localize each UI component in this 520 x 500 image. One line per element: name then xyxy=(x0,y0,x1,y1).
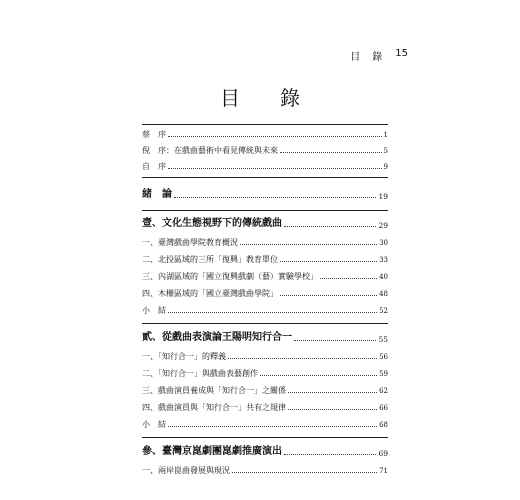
leader-dots xyxy=(284,226,376,227)
toc-entry-page: 66 xyxy=(379,404,388,412)
leader-dots xyxy=(280,295,377,296)
toc-entry-page: 33 xyxy=(379,256,388,264)
leader-dots xyxy=(320,278,377,279)
toc-section-label: 二、「知行合一」與戲曲表藝創作 xyxy=(142,369,258,378)
toc-chapter-1 xyxy=(142,219,388,229)
leader-dots xyxy=(232,472,377,473)
toc-entry-preface-2 xyxy=(142,147,388,155)
toc-chapter-label: 壹、文化生態視野下的傳統戲曲 xyxy=(142,218,282,229)
toc-section xyxy=(142,353,388,361)
toc-section xyxy=(142,307,388,315)
toc-entry-label: 自 序 xyxy=(142,162,166,171)
toc-entry-page: 48 xyxy=(379,290,388,298)
toc-section xyxy=(142,404,388,412)
toc-section xyxy=(142,421,388,429)
toc-section-label: 一、兩岸崑曲發展與現況 xyxy=(142,466,230,475)
toc-entry-page: 52 xyxy=(379,307,388,315)
toc-section-label: 三、內湖區域的「國立復興戲劇（藝）實驗學校」 xyxy=(142,272,318,281)
toc-section-label: 一、「知行合一」的釋義 xyxy=(142,352,226,361)
toc-chapter-label: 參、臺灣京崑劇團崑劇推廣演出 xyxy=(142,446,282,457)
toc-entry-label: 倪 序：在戲曲藝術中看見傳統與未來 xyxy=(142,146,278,155)
toc-section-label: 小 結 xyxy=(142,420,166,429)
leader-dots xyxy=(288,392,377,393)
toc-entry-page: 40 xyxy=(379,273,388,281)
toc-entry-label: 蔡 序 xyxy=(142,130,166,139)
running-head-page-number: 15 xyxy=(395,48,408,59)
leader-dots xyxy=(168,136,382,137)
leader-dots xyxy=(174,197,376,198)
toc-section-label: 三、戲曲演員養成與「知行合一」之關係 xyxy=(142,386,286,395)
leader-dots xyxy=(168,168,382,169)
toc-entry-page: 19 xyxy=(378,191,388,201)
leader-dots xyxy=(294,340,376,341)
toc-entry-page: 9 xyxy=(383,163,388,171)
toc-section-label: 小 結 xyxy=(142,306,166,315)
leader-dots xyxy=(240,244,377,245)
toc-section xyxy=(142,370,388,378)
running-head xyxy=(350,48,408,63)
leader-dots xyxy=(168,426,377,427)
leader-dots xyxy=(288,409,377,410)
toc-entry-page: 62 xyxy=(379,387,388,395)
page-title: 目 錄 xyxy=(220,86,310,110)
toc-section xyxy=(142,273,388,281)
toc-section xyxy=(142,256,388,264)
leader-dots xyxy=(168,312,377,313)
toc-section xyxy=(142,387,388,395)
leader-dots xyxy=(260,375,377,376)
toc-chapter-label: 緒 論 xyxy=(142,189,172,200)
leader-dots xyxy=(280,261,377,262)
running-head-label: 目 錄 xyxy=(350,52,384,63)
toc-chapter-label: 貳、從戲曲表演論王陽明知行合一 xyxy=(142,332,292,343)
toc-entry-page: 29 xyxy=(378,220,388,230)
table-of-contents xyxy=(142,124,388,475)
toc-entry-page: 71 xyxy=(379,467,388,475)
toc-chapter-2 xyxy=(142,333,388,343)
toc-section-label: 一、臺灣戲曲學院教育概況 xyxy=(142,238,238,247)
toc-entry-preface-1 xyxy=(142,131,388,139)
toc-entry-page: 69 xyxy=(378,448,388,458)
toc-section xyxy=(142,290,388,298)
toc-section-label: 四、木柵區域的「國立臺灣戲曲學院」 xyxy=(142,289,278,298)
toc-section xyxy=(142,239,388,247)
toc-entry-page: 1 xyxy=(383,131,388,139)
toc-entry-author-preface xyxy=(142,163,388,171)
toc-section xyxy=(142,467,388,475)
leader-dots xyxy=(228,358,377,359)
toc-entry-page: 5 xyxy=(383,147,388,155)
toc-entry-page: 68 xyxy=(379,421,388,429)
toc-section-label: 二、北投區域的三所「復興」教育單位 xyxy=(142,255,278,264)
toc-entry-page: 30 xyxy=(379,239,388,247)
leader-dots xyxy=(284,454,376,455)
leader-dots xyxy=(280,152,382,153)
toc-entry-introduction xyxy=(142,190,388,200)
toc-entry-page: 55 xyxy=(378,334,388,344)
toc-entry-page: 56 xyxy=(379,353,388,361)
toc-chapter-3 xyxy=(142,447,388,457)
toc-section-label: 四、戲曲演員與「知行合一」共有之規律 xyxy=(142,403,286,412)
toc-entry-page: 59 xyxy=(379,370,388,378)
